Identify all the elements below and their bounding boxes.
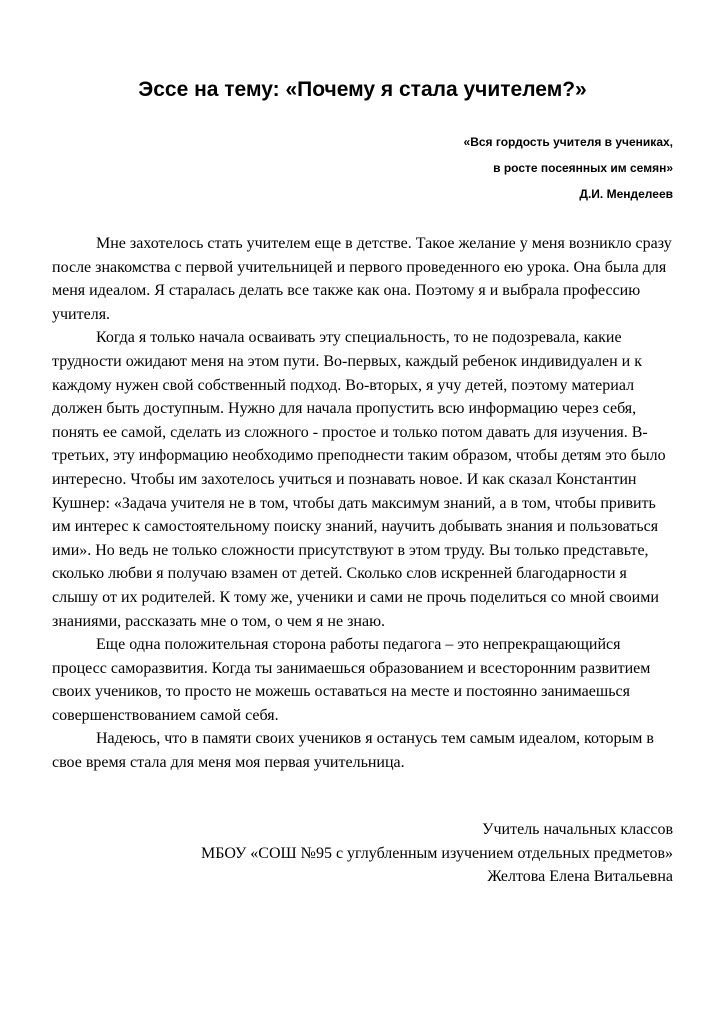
epigraph-quote-line-2: в росте посеянных им семян»	[493, 161, 673, 175]
essay-paragraph-3: Еще одна положительная сторона работы педагога – это непрекращающийся процесс саморазвития. Когда ты занимаешься образованием и всесторонним развитием своих учеников, то просто не можешь оставаться на месте и постоянно занимаешься совершенствованием самой себя.	[52, 636, 651, 724]
epigraph	[273, 129, 673, 207]
essay-paragraph-2: Когда я только начала осваивать эту специальность, то не подозревала, какие трудности ожидают меня на этом пути. Во-первых, каждый ребенок индивидуален и к каждому нужен свой собственный подход. Во-вторых, я учу детей, поэтому материал должен быть доступным. Нужно для начала пропустить всю информацию через себя, понять ее самой, сделать из сложного - простое и только потом давать для изучения. В-третьих, эту информацию необходимо преподнести таким образом, чтобы детям это было интересно. Чтобы им захотелось учиться и познавать новое. И как сказал Константин Кушнер: «Задача учителя не в том, чтобы дать максимум знаний, а в том, чтобы привить им интерес к самостоятельному поиску знаний, научить добывать знания и пользоваться ими». Но ведь не только сложности присутствуют в этом труду. Вы только представьте, сколько любви я получаю взамен от детей. Сколько слов искренней благодарности я слышу от их родителей. К тому же, ученики и сами не прочь поделиться со мной своими знаниями, рассказать мне о том, о чем я не знаю.	[52, 329, 666, 630]
essay-paragraph-1: Мне захотелось стать учителем еще в детстве. Такое желание у меня возникло сразу после знакомства с первой учительницей и первого проведенного ею урока. Она была для меня идеалом. Я старалась делать все также как она. Поэтому я и выбрала профессию учителя.	[52, 235, 672, 323]
epigraph-quote-line-1: «Вся гордость учителя в учениках,	[463, 135, 673, 149]
essay-title: Эссе на тему: «Почему я стала учителем?»	[138, 78, 587, 102]
signature-name: Желтова Елена Витальевна	[487, 868, 673, 885]
signature-position: Учитель начальных классов	[482, 821, 673, 838]
essay-body	[52, 232, 673, 775]
epigraph-author: Д.И. Менделеев	[579, 187, 673, 201]
signature-school: МБОУ «СОШ №95 с углубленным изучением отдельных предметов»	[201, 844, 673, 862]
essay-paragraph-4: Надеюсь, что в памяти своих учеников я останусь тем самым идеалом, которым в свое время стала для меня моя первая учительница.	[52, 730, 654, 772]
signature-block	[113, 818, 673, 889]
